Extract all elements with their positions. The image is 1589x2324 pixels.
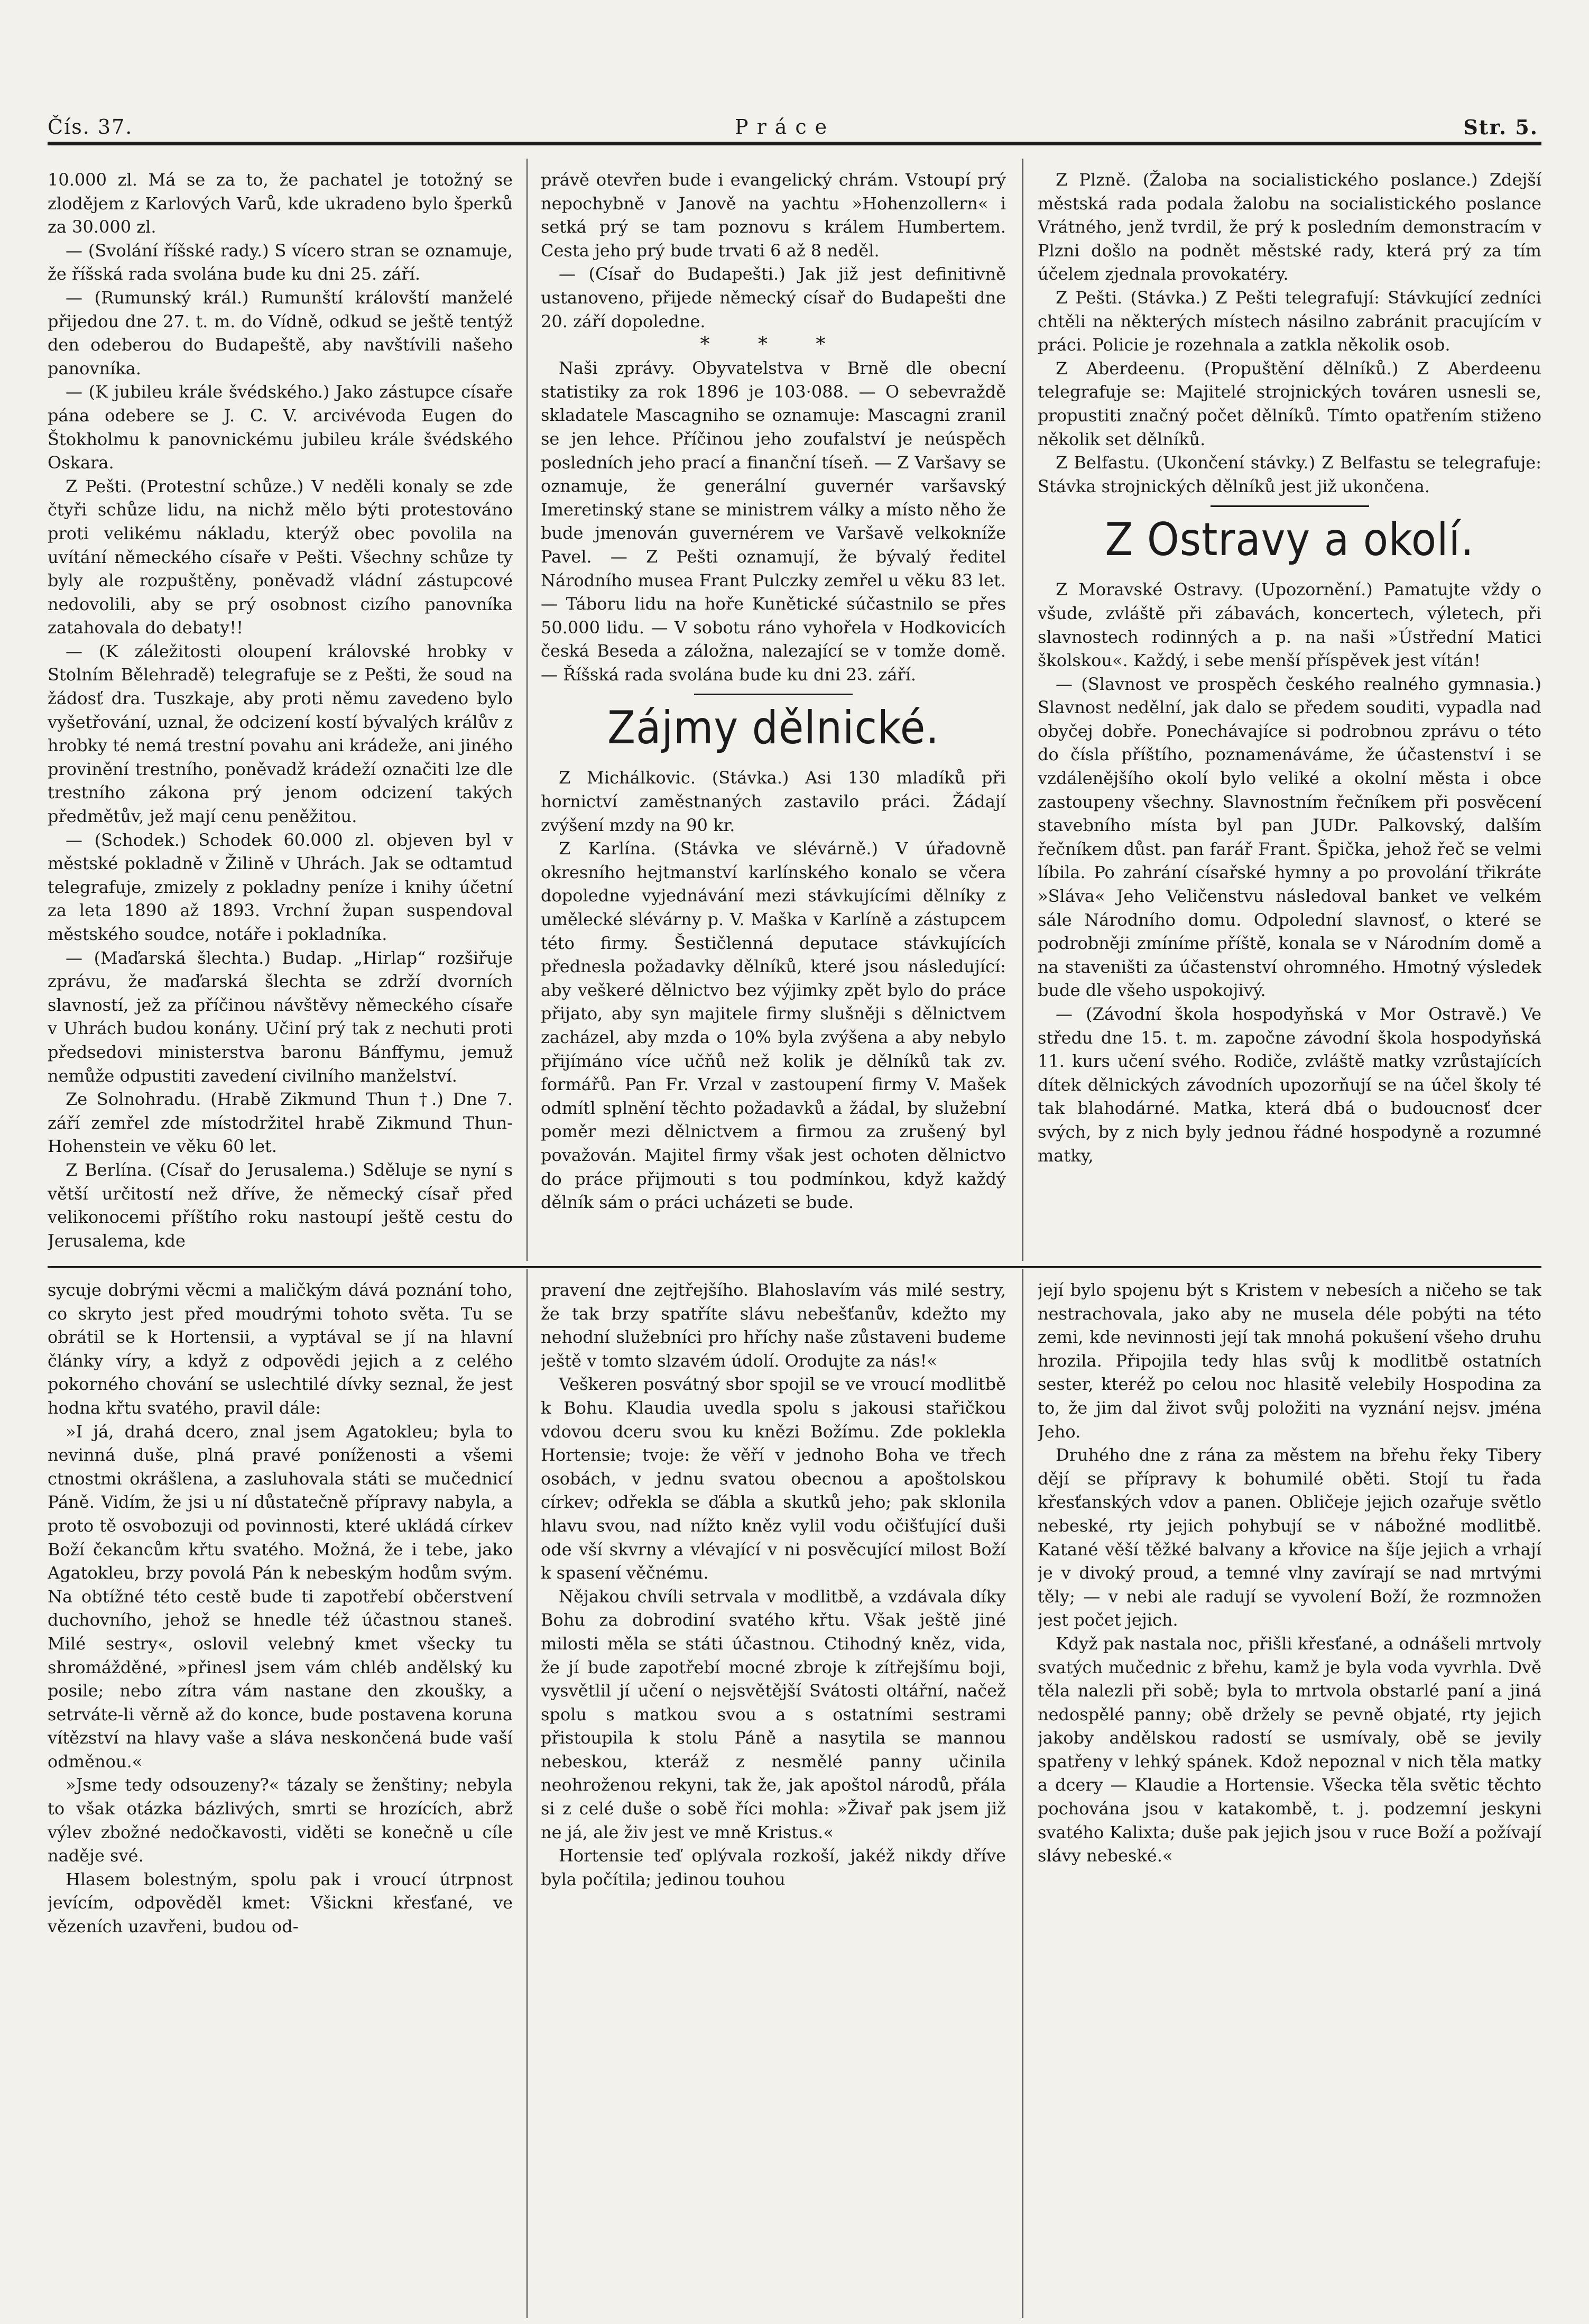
article-paragraph: Z Pešti. (Protestní schůze.) V neděli konaly se zde čtyři schůze lidu, na nichž mělo býti protestováno proti velikému nákladu, kterýž obec povolila na uvítání německého císaře v Pešti. Všechny schůze ty byly ale rozpuštěny, poněvadž vládní zástupcové nedovolili, aby se prý osobnost cizího panovníka zatahovala do debaty!! xyxy=(48,476,513,638)
feuilleton-column-1 xyxy=(48,1278,513,2317)
article-paragraph: — (K jubileu krále švédského.) Jako zástupce císaře pána odebere se J. C. V. arcivévoda Eugen do Štokholmu k panovnickému jubileu krále švédského Oskara. xyxy=(48,382,513,473)
section-rule xyxy=(1211,505,1369,507)
feuilleton-column-2 xyxy=(541,1278,1006,2317)
header-rule xyxy=(48,142,1541,145)
story-paragraph: pravení dne zejtřejšího. Blahoslavím vás milé sestry, že tak brzy spatříte slávu nebešťanův, kdežto my nehodní služebníci pro hříchy naše zůstaveni budeme ještě v tomto slzavém údolí. Orodujte za nás!« xyxy=(541,1280,1006,1371)
article-paragraph: — (Rumunský král.) Rumunští královští manželé přijedou dne 27. t. m. do Vídně, odkud se ještě tentýž den odeberou do Budapeště, aby navštívili našeho panovníka. xyxy=(48,287,513,379)
section-stars: * * * xyxy=(700,334,847,356)
article-paragraph: Z Pešti. (Stávka.) Z Pešti telegrafují: Stávkující zedníci chtěli na některých místech násilno zabránit pracujícím v práci. Policie je rozehnala a zatkla několik osob. xyxy=(1038,287,1541,355)
issue-number: Čís. 37. xyxy=(48,115,133,139)
column-2 xyxy=(541,168,1006,1260)
column-1 xyxy=(48,168,513,1260)
section-title: Z Ostravy a okolí. xyxy=(1105,513,1474,567)
story-paragraph: »I já, drahá dcero, znal jsem Agatokleu; byla to nevinná duše, plná pravé poníženosti a všemi ctnostmi okrášlena, a zasluhovala státi se mučednicí Páně. Vidím, že jsi u ní důstatečně přípravy nabyla, a proto tě osvobozuji od povinnosti, které ukládá církev Boží čekancům křtu svatého. Možná, že i tebe, jako Agatokleu, brzy povolá Pán k nebeským hodům svým. Na obtížné této cestě bude ti zapotřebí občerstvení duchovního, jehož se hnedle též účastnou staneš. Milé sestry«, oslovil velebný kmet všecky tu shromážděné, »přinesl jsem vám chléb andělský ku posile; nebo zítra vám nastane den zkoušky, a setrváte-li věrně až do konce, bude postavena koruna vítězství na hlavy vaše a sláva neskončená bude vaší odměnou.« xyxy=(48,1421,513,1772)
article-paragraph: — (Závodní škola hospodyňská v Mor Ostravě.) Ve středu dne 15. t. m. započne závodní škola hospodyňská 11. kurs učení svého. Rodiče, zvláště matky vzrůstajících dítek dělnických závodních upozorňují se na účel školy té tak blahodárné. Matka, která dbá o budoucnosť dcer svých, by z nich byly jednou řádné hospodyně a rozumné matky, xyxy=(1038,1004,1541,1166)
section-title: Zájmy dělnické. xyxy=(607,702,939,755)
story-paragraph: sycuje dobrými věcmi a maličkým dává poznání toho, co skryto jest před moudrými tohoto světa. Tu se obrátil se k Hortensii, a vyptával se jí na hlavní články víry, a když z odpovědi jejich a z celého pokorného chování se uslechtilé dívky seznal, že jest hodna křtu svatého, pravil dále: xyxy=(48,1280,513,1418)
newspaper-title: Práce xyxy=(735,115,836,139)
story-paragraph: »Jsme tedy odsouzeny?« tázaly se ženštiny; nebyla to však otázka bázlivých, smrti se hrozících, abrž výlev zbožné nedočkavosti, viděti se konečně u cíle naděje své. xyxy=(48,1775,513,1866)
article-paragraph: Z Aberdeenu. (Propuštění dělníků.) Z Aberdeenu telegrafuje se: Majitelé strojnických továren usnesli se, propustiti značný počet dělníků. Tímto opatřením stiženo několik set dělníků. xyxy=(1038,358,1541,449)
article-paragraph: — (K záležitosti oloupení královské hrobky v Stolním Bělehradě) telegrafuje se z Pešti, že soud na žádosť dra. Tuszkaje, aby proti němu zavedeno bylo vyšetřování, uznal, že odcizení kostí bývalých králův z hrobky té nemá trestní povahu ani krádeže, ani jiného provinění trestního, poněvadž krádeží označiti lze dle trestního zákona prý jenom odcizení takých předmětův, jež mají cenu peněžitou. xyxy=(48,641,513,827)
column-divider xyxy=(1022,1269,1023,2318)
column-3 xyxy=(1038,168,1541,1260)
article-paragraph: — (Schodek.) Schodek 60.000 zl. objeven byl v městské pokladně v Žilině v Uhrách. Jak se odtamtud telegrafuje, zmizely z pokladny peníze i knihy účetní za leta 1890 až 1893. Vrchní župan suspendoval městského soudce, notáře i pokladníka. xyxy=(48,829,513,944)
feuilleton-column-3 xyxy=(1038,1278,1541,2317)
story-paragraph: Hortensie teď oplývala rozkoší, jakéž nikdy dříve byla počítila; jedinou touhou xyxy=(541,1846,1006,1889)
article-paragraph: Z Belfastu. (Ukončení stávky.) Z Belfastu se telegrafuje: Stávka strojnických dělníků jest již ukončena. xyxy=(1038,453,1541,496)
article-paragraph: Z Karlína. (Stávka ve slévárně.) V úřadovně okresního hejtmanství karlínského konalo se včera dopoledne vyjednávání mezi stávkujícími dělníky z umělecké slévárny p. V. Maška v Karlíně a zástupcem této firmy. Šestičlenná deputace stávkujících přednesla požadavky dělníků, které jsou následující: aby veškeré dělnictvo bez výjimky zpět bylo do práce přijato, aby syn majitele firmy slušněji s dělnictvem zacházel, aby mzda o 10% byla zvýšena a aby nebylo přijímáno více učňů než kolik je dělníků tak zv. formářů. Pan Fr. Vrzal v zastoupení firmy V. Mašek odmítl splnění těchto požadavků a žádal, by služební poměr mezi dělnictvem a firmou za zrušený byl považován. Majitel firmy však jest ochoten dělnictvo do práce přijmouti s tou podmínkou, když každý dělník sám o práci ucházeti se bude. xyxy=(541,838,1006,1213)
story-paragraph: Když pak nastala noc, přišli křesťané, a odnášeli mrtvoly svatých mučednic z břehu, kamž je byla voda vyvrhla. Dvě těla nalezli při sobě; byla to mrtvola obstarlé paní a jiná nedospělé panny; obě držely se pevně objaté, rty jejich jakoby andělskou radostí se usmívaly, obě se jevily spatřeny v lehký spánek. Kdož nepoznal v nich těla matky a dcery — Klaudie a Hortensie. Všecka těla světic těchto pochována jsou v katakombě, t. j. podzemní jeskyni svatého Kalixta; duše pak jejich jsou v ruce Boží a požívají slávy nebeské.« xyxy=(1038,1633,1541,1866)
story-paragraph: Veškeren posvátný sbor spojil se ve vroucí modlitbě k Bohu. Klaudia uvedla spolu s jakousi stařičkou vdovou dceru svou ku knězi Božímu. Zde poklekla Hortensie; tvoje: že věří v jednoho Boha ve třech osobách, v jednu svatou obecnou a apoštolskou církev; odřekla se ďábla a skutků jeho; pak sklonila hlavu svou, nad nížto kněz vylil vodu očišťující duši ode vší skvrny a vlévající v ni posvěcující milost Boží k spasení věčnému. xyxy=(541,1374,1006,1583)
column-divider xyxy=(526,159,528,1261)
story-paragraph: Druhého dne z rána za městem na břehu řeky Tibery dějí se přípravy k bohumilé oběti. Stojí tu řada křesťanských vdov a panen. Obličeje jejich ozařuje světlo nebeské, rty jejich pohybují se v nábožné modlitbě. Katané věší těžké balvany a křovice na šíje jejich a vrhají je v divoký proud, a temné vlny zavírají se nad mrtvými těly; — v nebi ale radují se vyvolení Boží, že rozmnožen jest počet jejich. xyxy=(1038,1445,1541,1630)
section-rule xyxy=(694,694,853,695)
article-paragraph: — (Maďarská šlechta.) Budap. „Hirlap“ rozšiřuje zprávu, že maďarská šlechta se zdrží dvorních slavností, jež za příčinou návštěvy německého císaře v Uhrách budou konány. Učiní prý tak z nechuti proti předsedovi ministerstva baronu Bánffymu, jemuž nemůže odpustiti zavedení civilního manželství. xyxy=(48,947,513,1086)
article-paragraph: Ze Solnohradu. (Hrabě Zikmund Thun †.) Dne 7. září zemřel zde místodržitel hrabě Zikmund Thun-Hohenstein ve věku 60 let. xyxy=(48,1089,513,1157)
page-number: Str. 5. xyxy=(1463,115,1538,139)
story-paragraph: Nějakou chvíli setrvala v modlitbě, a vzdávala díky Bohu za dobrodiní svatého křtu. Však ještě jiné milosti měla se státi účastnou. Ctihodný kněz, vida, že jí bude zapotřebí mocné zbroje k zítřejšímu boji, vysvětlil jí učení o nejsvětější Svátosti oltářní, načež spolu s matkou svou a s ostatními sestrami přistoupila k stolu Páně a nasytila se mannou nebeskou, kteráž z nesmělé panny učinila neohroženou rekyni, tak že, jak apoštol národů, přála si z celé duše o sobě říci mohla: »Živař pak jsem již ne já, ale živ jest ve mně Kristus.« xyxy=(541,1586,1006,1842)
story-paragraph: její bylo spojenu být s Kristem v nebesích a ničeho se tak nestrachovala, jako aby ne musela déle pobýti na této zemi, kde nevinnosti její tak mnohá pokušení všeho druhu hrozila. Připojila tedy hlas svůj k modlitbě ostatních sester, kteréž po celou noc hlasitě velebily Hospodina za to, že jim dal život svůj položiti na vyznání nejsv. jména Jeho. xyxy=(1038,1280,1541,1442)
feuilleton-rule xyxy=(48,1266,1541,1268)
column-divider xyxy=(1022,159,1023,1261)
article-paragraph: Z Michálkovic. (Stávka.) Asi 130 mladíků při hornictví zaměstnaných zastavilo práci. Žádají zvýšení mzdy na 90 kr. xyxy=(541,768,1006,835)
article-paragraph: — (Slavnost ve prospěch českého realného gymnasia.) Slavnost nedělní, jak dalo se předem souditi, vypadla nad obyčej dobře. Ponechávajíce si podrobnou zprávu o této do čísla příštího, poznamenáváme, že účastenství i se vzdálenějšího okolí bylo veliké a okolní města i obce zastoupeny všechny. Slavnostním řečníkem při posvěcení stavebního místa byl pan JUDr. Palkovský, dalším řečníkem důst. pan farář Frant. Špička, jehož řeč se velmi líbila. Po zahrání císařské hymny a po provolání třikráte »Sláva« Jeho Veličenstvu následoval banket ve velkém sále Národního domu. Odpolední slavnosť, o které se podrobněji zmíníme příště, konala se v Národním domě a na staveništi za účastenství ohromného. Hmotný výsledek bude dle všeho uspokojivý. xyxy=(1038,674,1541,1001)
article-paragraph: Naši zprávy. Obyvatelstva v Brně dle obecní statistiky za rok 1896 je 103·088. — O sebevraždě skladatele Mascagniho se oznamuje: Mascagni zranil se jen lehce. Příčinou jeho zoufalství je neúspěch posledních jeho prací a finanční tíseň. — Z Varšavy se oznamuje, že generální guvernér varšavský Imeretinský stane se ministrem války a místo něho že bude jmenován guvernérem ve Varšavě velkokníže Pavel. — Z Pešti oznamují, že bývalý ředitel Národního musea Frant Pulczky zemřel u věku 83 let. — Táboru lidu na hoře Kunětické súčastnilo se přes 50.000 lidu. — V sobotu ráno vyhořela v Hodkovicích česká Beseda a záložna, nalezající se v tomže domě. — Říšská rada svolána bude ku dni 23. září. xyxy=(541,358,1006,685)
column-divider xyxy=(526,1269,528,2318)
article-paragraph: — (Svolání říšské rady.) S vícero stran se oznamuje, že říšská rada svolána bude ku dni 25. září. xyxy=(48,240,513,284)
article-paragraph: Z Moravské Ostravy. (Upozornění.) Pamatujte vždy o všude, zvláště při zábavách, koncertech, výletech, při slavnostech rodinných a p. na naši »Ústřední Matici školskou«. Každý, i sebe menší příspěvek jest vítán! xyxy=(1038,579,1541,671)
article-paragraph: právě otevřen bude i evangelický chrám. Vstoupí prý nepochybně v Janově na yachtu »Hohenzollern« i setká prý se tam poznovu s králem Humbertem. Cesta jeho prý bude trvati 6 až 8 neděl. xyxy=(541,170,1006,261)
article-paragraph: 10.000 zl. Má se za to, že pachatel je totožný se zlodějem z Karlových Varů, kde ukradeno bylo šperků za 30.000 zl. xyxy=(48,170,513,237)
story-paragraph: Hlasem bolestným, spolu pak i vroucí útrpnost jevícím, odpověděl kmet: Všickni křesťané, ve vězeních uzavřeni, budou od- xyxy=(48,1869,513,1937)
article-paragraph: — (Císař do Budapešti.) Jak již jest definitivně ustanoveno, přijede německý císař do Budapešti dne 20. září dopoledne. xyxy=(541,264,1006,331)
article-paragraph: Z Plzně. (Žaloba na socialistického poslance.) Zdejší městská rada podala žalobu na socialistického poslance Vrátného, jenž tvrdil, že prý k posledním demonstracím v Plzni došlo na podnět městské rady, která prý za tím účelem zjednala provokatéry. xyxy=(1038,170,1541,284)
article-paragraph: Z Berlína. (Císař do Jerusalema.) Sděluje se nyní s větší určitostí než dříve, že německý císař před velikonocemi příštího roku nastoupí ještě cestu do Jerusalema, kde xyxy=(48,1159,513,1251)
